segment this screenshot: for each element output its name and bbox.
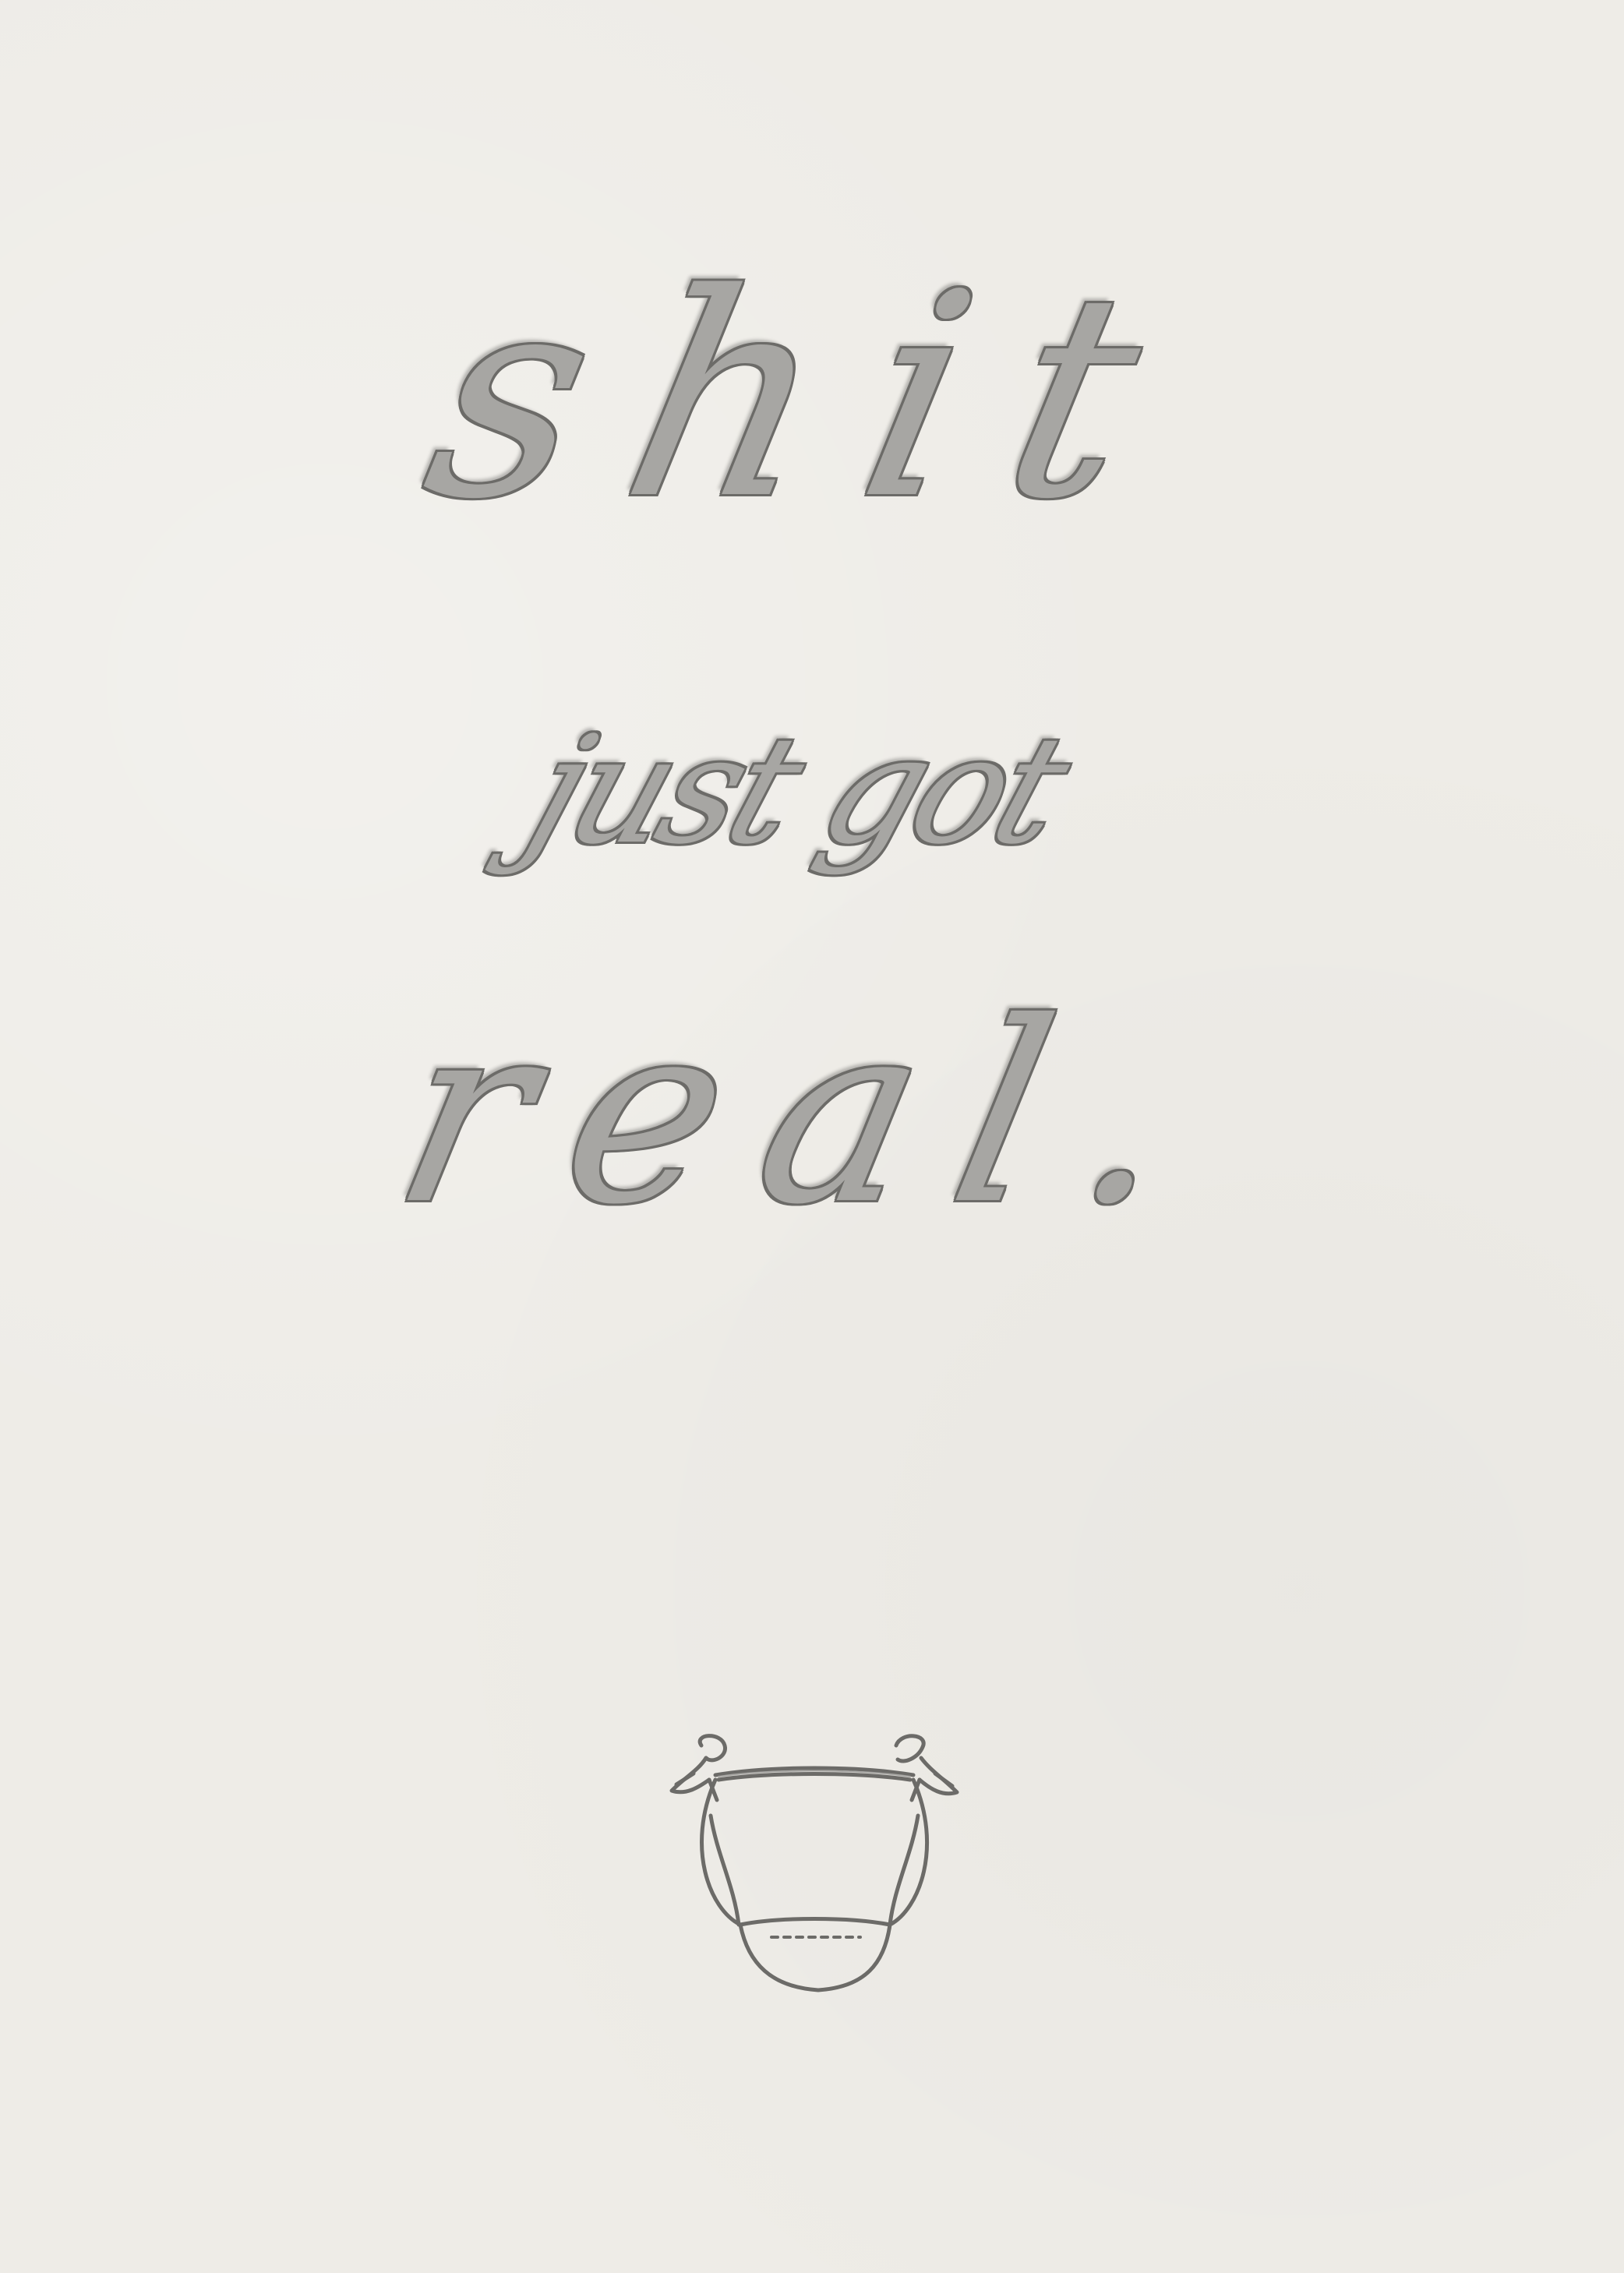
diaper-icon <box>662 1730 966 2010</box>
headline-line-1: shit <box>404 234 1220 560</box>
headline-line-3: real. <box>376 969 1248 1259</box>
headline-line-2: just got <box>510 704 1084 877</box>
